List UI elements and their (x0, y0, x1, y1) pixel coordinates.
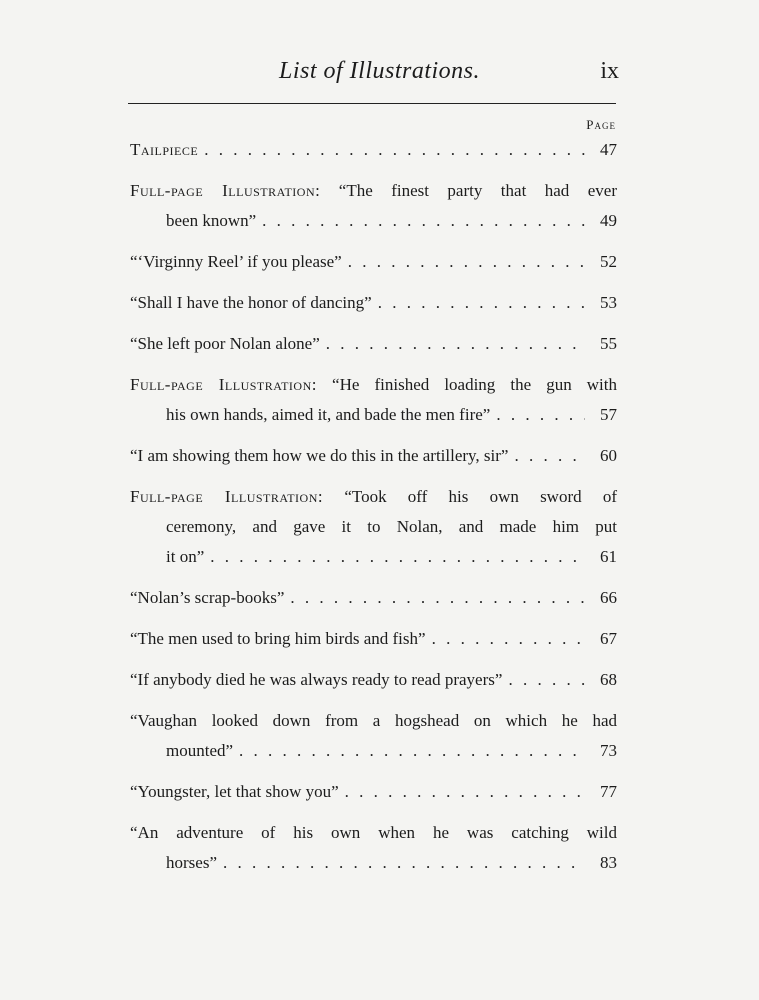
dot-leader (256, 206, 585, 236)
entry-line (130, 777, 617, 807)
entry-page-number: 55 (600, 334, 617, 353)
list-item (130, 583, 617, 613)
illustrations-list (130, 135, 617, 889)
entry-text: “Vaughan looked down from a hogshead on which he had (130, 711, 617, 730)
entry-text: horses” (166, 853, 217, 872)
entry-line (130, 370, 617, 400)
dot-leader (490, 400, 585, 430)
entry-line (130, 482, 617, 512)
entry-text: it on” (166, 547, 205, 566)
entry-page-number: 73 (600, 741, 617, 760)
list-item (130, 665, 617, 695)
entry-text: “Nolan’s scrap-books” (130, 588, 285, 607)
entry-text: mounted” (166, 741, 234, 760)
list-item (130, 329, 617, 359)
entry-text: “An adventure of his own when he was catching wild (130, 823, 617, 842)
entry-page-number: 53 (600, 293, 617, 312)
entry-line (130, 583, 617, 613)
entry-text: “Youngster, let that show you” (130, 782, 339, 801)
entry-text: his own hands, aimed it, and bade the men fire” (166, 405, 491, 424)
dot-leader (426, 624, 585, 654)
entry-text: Full-page Illustration: “Took off his own sword of (130, 487, 617, 506)
dot-leader (198, 135, 585, 165)
list-item (130, 441, 617, 471)
dot-leader (342, 247, 585, 277)
entry-line (130, 665, 617, 695)
entry-line (130, 736, 617, 766)
entry-page-number: 68 (600, 670, 617, 689)
entry-page-number: 49 (600, 211, 617, 230)
dot-leader (372, 288, 585, 318)
list-item (130, 288, 617, 318)
list-item (130, 247, 617, 277)
entry-page-number: 52 (600, 252, 617, 271)
dot-leader (508, 441, 585, 471)
entry-page-number: 77 (600, 782, 617, 801)
entry-text: “The men used to bring him birds and fish” (130, 629, 426, 648)
dot-leader (204, 542, 585, 572)
dot-leader (339, 777, 585, 807)
running-title: List of Illustrations. (278, 58, 481, 84)
list-item (130, 482, 617, 572)
entry-text: “If anybody died he was always ready to read prayers” (130, 670, 503, 689)
entry-text: Tailpiece (130, 140, 199, 159)
dot-leader (284, 583, 585, 613)
entry-page-number: 60 (600, 446, 617, 465)
dot-leader (217, 848, 585, 878)
entry-text: Full-page Illustration: “He finished loading the gun with (130, 375, 618, 394)
entry-page-number: 61 (600, 547, 617, 566)
entry-text: been known” (166, 211, 257, 230)
list-item (130, 818, 617, 878)
entry-line (130, 542, 617, 572)
entry-text: “‘Virginny Reel’ if you please” (130, 252, 342, 271)
entry-page-number: 66 (600, 588, 617, 607)
dot-leader (502, 665, 585, 695)
entry-page-number: 57 (600, 405, 617, 424)
entry-line (130, 176, 617, 206)
entry-text: “She left poor Nolan alone” (130, 334, 320, 353)
entry-page-number: 67 (600, 629, 617, 648)
entry-line (130, 512, 617, 542)
entry-line (130, 329, 617, 359)
dot-leader (320, 329, 585, 359)
entry-text: Full-page Illustration: “The finest party that had ever (130, 181, 617, 200)
entry-page-number: 83 (600, 853, 617, 872)
entry-text: “I am showing them how we do this in the artillery, sir” (130, 446, 509, 465)
entry-line (130, 206, 617, 236)
entry-page-number: 47 (600, 140, 617, 159)
entry-text: ceremony, and gave it to Nolan, and made him put (166, 517, 617, 536)
entry-line (130, 247, 617, 277)
header-rule (128, 103, 616, 104)
entry-line (130, 624, 617, 654)
entry-line (130, 706, 617, 736)
entry-text: “Shall I have the honor of dancing” (130, 293, 372, 312)
entry-line (130, 400, 617, 430)
list-item (130, 370, 617, 430)
entry-line (130, 288, 617, 318)
list-item (130, 777, 617, 807)
entry-line (130, 818, 617, 848)
list-item (130, 706, 617, 766)
entry-line (130, 441, 617, 471)
list-item (130, 176, 617, 236)
entry-line (130, 848, 617, 878)
dot-leader (233, 736, 585, 766)
list-item (130, 624, 617, 654)
entry-line (130, 135, 617, 165)
page-column-heading: Page (586, 117, 616, 132)
list-item (130, 135, 617, 165)
page-number: ix (600, 58, 619, 84)
